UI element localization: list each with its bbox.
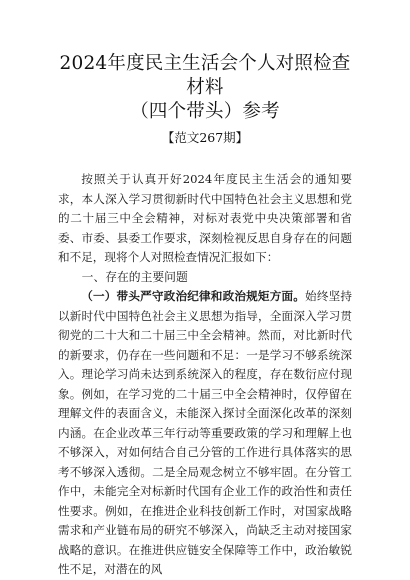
document-title-line2: （四个带头）参考 — [130, 101, 280, 122]
issue-label: 【范文267期】 — [161, 130, 249, 145]
document-body — [58, 170, 352, 580]
intro-paragraph: 按照关于认真开好2024年度民主生活会的通知要求，本人深入学习贯彻新时代中国特色社会主义思想和党的二十届三中全会精神，对标对表党中央决策部署和省委、市委、县委工作要求，深刻检视反思自身存在的问题和不足，现将个人对照检查情况汇报如下： — [58, 172, 352, 264]
subsection-body: 始终坚持以新时代中国特色社会主义思想为指导，全面深入学习贯彻党的二十大和二十届三中全会精神。然而，对比新时代的新要求，仍存在一些问题和不足：一是学习不够系统深入。理论学习尚未达到系统深入的程度，存在数衍应付现象。例如，在学习党的二十届三中全会精神时，仅停留在理解文件的表面含义，未能深入探讨全面深化改革的深刻内涵。在企业改革三年行动等重要政策的学习和理解上也不够深入，对如何结合自己分管的工作进行具体落实的思考不够深入透彻。二是全局观念树立不够牢固。在分管工作中，未能完全对标新时代国有企业工作的政治性和责任性要求。例如，在推进企业科技创新工作时，对国家战略需求和产业链布局的研究不够深入，尚缺乏主动对接国家战略的意识。在推进供应链安全保障等工作中，政治敏锐性不足，对潜在的风 — [58, 289, 352, 576]
document-title-line1: 2024年度民主生活会个人对照检查材料 — [59, 53, 351, 98]
subsection-heading: （一）带头严守政治纪律和政治规矩方面。 — [81, 289, 306, 303]
subsection-paragraph — [58, 287, 352, 580]
section-heading: 一、存在的主要问题 — [81, 269, 188, 284]
